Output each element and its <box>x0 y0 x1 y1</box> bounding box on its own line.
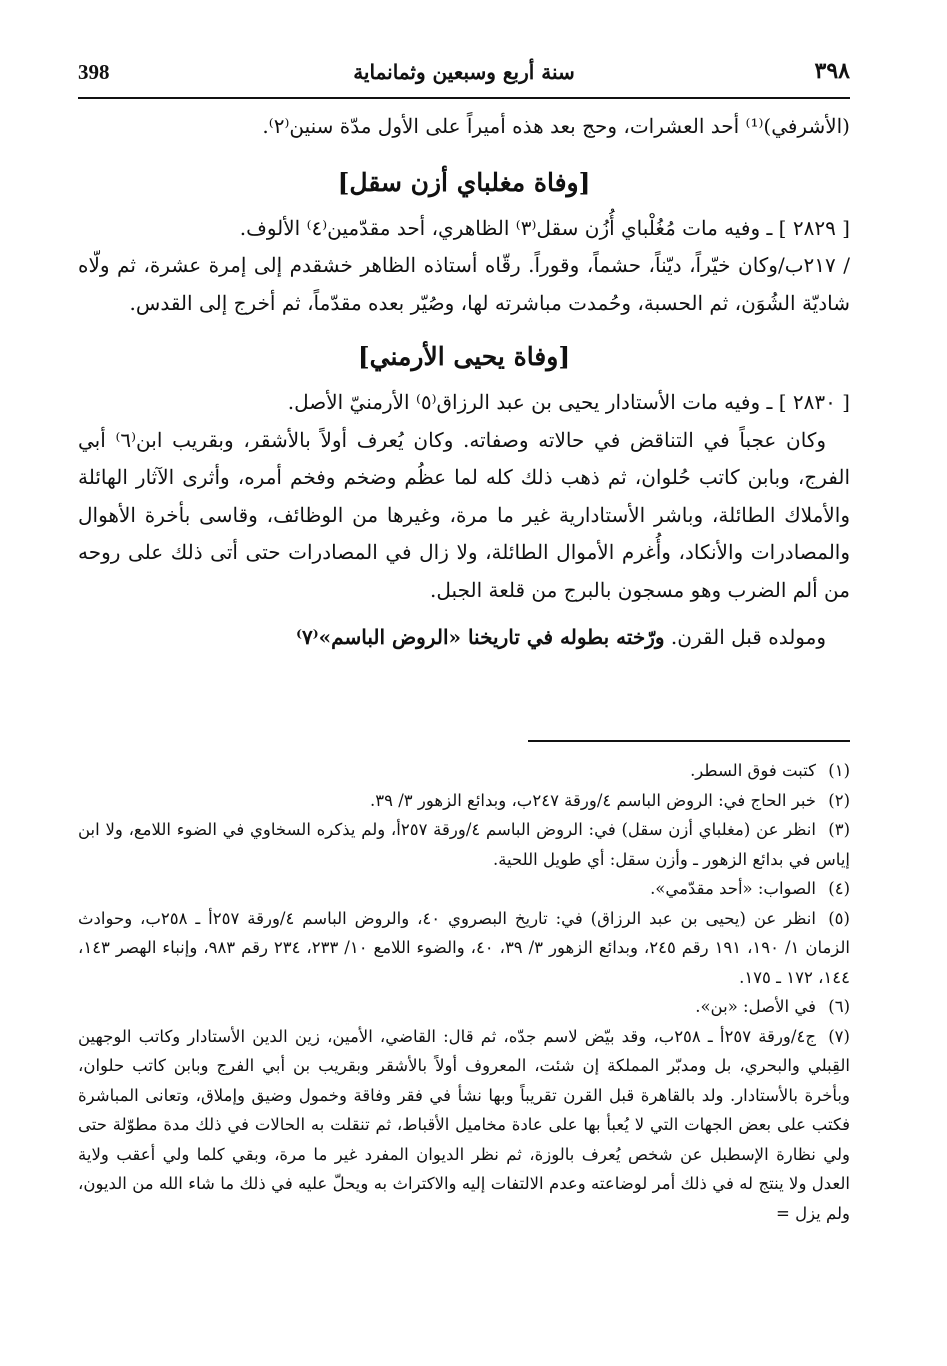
footnote-number: (٤) <box>828 879 850 898</box>
footnote-text: انظر عن (يحيى بن عبد الرزاق) في: تاريخ البصروي ٤٠، والروض الباسم ٤/ورقة ٢٥٧أ ـ ٢٥٨ب، وحوادث الزمان ١/ ١٩٠، ١٩١ رقم ٢٤٥، وبدائع الزهور ٣/ ٣٩، ٤٠، والضوء اللامع ١٠/ ٢٣٣، ٢٣٤ رقم ٩٨٣، وإنباء الهصر ١٤٣، ١٤٤، ١٧٢ ـ ١٧٥. <box>78 908 851 987</box>
footnote-text: في الأصل: «بن». <box>695 997 816 1016</box>
section-heading-mughlbay: [وفاة مغلباي أزن سقل] <box>337 167 591 197</box>
footnote-text: ج٤/ورقة ٢٥٧أ ـ ٢٥٨ب، وقد بيّض لاسم جدّه، ثم قال: القاضي، الأمين، زين الدين الأستادار وكاتب الوجهين القِبلي والبحري، بل ومدبّر المملكة إن شئت، المعروف أولاً بالأشقر وبقريب بن أبي الفرج وبابن كاتب حلوان، وبأخرة بالأستادار. ولد بالقاهرة قبل القرن تقريباً وبها نشأ في فقر وفاقة وخمول وضيق وإملاق، وتعانى المباشرة فكتب على بعض الجهات التي لا يُعبأ بها على عادة مخاميل الأقباط، ثم تنقلت به الحالات في ذلك مدة مطوّلة حتى ولي نظارة الإسطبل عن شخص يُعرف بالوزة، ثم نظر الديوان المفرد غير ما مرة، وبقي كلما ولي أعقب ولاية العدل ولا ينتج له في ذلك أمر لوضاعته وعدم الالتفات إليه والاكتراث به ويحلّ عليه في ذلك ما شاء الله من الديون، ولم يزل = <box>78 1026 850 1223</box>
footnote-text: الصواب: «أحد مقدّمي». <box>650 879 816 898</box>
main-text <box>78 108 850 657</box>
footnote-text: خبر الحاج في: الروض الباسم ٤/ورقة ٢٤٧ب، وبدائع الزهور ٣/ ٣٩. <box>369 790 816 810</box>
footnote-number: (٦) <box>828 997 850 1016</box>
footnote-text: كتبت فوق السطر. <box>690 761 816 780</box>
footnotes <box>78 756 850 1228</box>
intro-paragraph: (الأشرفي)⁽¹⁾ أحد العشرات، وحج بعد هذه أميراً على الأول مدّة سنين⁽٢⁾. <box>262 114 850 138</box>
footnote-rule <box>528 740 850 742</box>
section-heading-yahya: [وفاة يحيى الأرمني] <box>357 342 571 371</box>
footnote <box>78 992 850 1022</box>
footnote-number: (٧) <box>828 1026 850 1046</box>
footnote-number: (٥) <box>828 908 850 928</box>
birth-text: ومولده قبل القرن. <box>664 625 826 649</box>
footnote <box>78 874 850 904</box>
footnote <box>78 786 850 816</box>
paragraph-2830: وكان عجباً في التناقض في حالاته وصفاته. وكان يُعرف أولاً بالأشقر، وبقريب ابن⁽٦⁾ أبي الفرج، وبابن كاتب حُلوان، ثم ذهب ذلك كله لما عظُم وضخم وفخم أمره، وأثرى الآثار الهائلة والأملاك الطائلة، وباشر الأستادارية غير ما مرة، وغيرها من الوظائف، وقاسى بأخرة الأهوال والمصادرات والأنكاد، وأُغرم الأموال الطائلة، ولا زال في المصادرات حتى أتى ذلك على روحه من ألم الضرب وهو مسجون بالبرج من قلعة الجبل. <box>78 427 850 602</box>
footnote <box>78 1022 850 1229</box>
footnote <box>78 756 850 786</box>
running-title: سنة أربع وسبعين وثمانماية <box>353 60 575 84</box>
birth-paragraph <box>78 619 850 657</box>
entry-2830: [ ٢٨٣٠ ] ـ وفيه مات الأستادار يحيى بن عبد الرزاق⁽٥⁾ الأرمنيّ الأصل. <box>287 390 850 414</box>
page-number-arabic: ٣٩٨ <box>814 58 850 84</box>
footnote <box>78 904 850 993</box>
page-header <box>78 58 850 98</box>
footnote-number: (٣) <box>828 820 850 839</box>
paragraph-2829: / ٢١٧ب/وكان خيّراً، ديّناً، حشماً، وقوراً. رقّاه أستاذه الظاهر خشقدم إلى إمرة عشرة، ثم ولّاه شاديّة الشُوَن، ثم الحسبة، وحُمدت مباشرته لها، وصُيّر بعده مقدّماً، ثم أخرج إلى القدس. <box>78 253 850 315</box>
footnote <box>78 815 850 874</box>
page-number-latin: 398 <box>78 60 110 84</box>
footnote-number: (١) <box>828 761 850 780</box>
header-rule <box>78 97 850 99</box>
footnote-text: انظر عن (مغلباي أزن سقل) في: الروض الباسم ٤/ورقة ٢٥٧أ، ولم يذكره السخاوي في الضوء اللامع، ولا ابن إياس في بدائع الزهور ـ وأزن سقل: أي طويل اللحية. <box>78 820 850 869</box>
history-reference: ورّخته بطوله في تاريخنا «الروض الباسم»⁽٧⁾ <box>295 625 665 649</box>
footnote-number: (٢) <box>828 790 850 810</box>
entry-2829: [ ٢٨٢٩ ] ـ وفيه مات مُغُلْباي أُزُن سقل⁽٣⁾ الظاهري، أحد مقدّمين⁽٤⁾ الألوف. <box>239 215 850 240</box>
